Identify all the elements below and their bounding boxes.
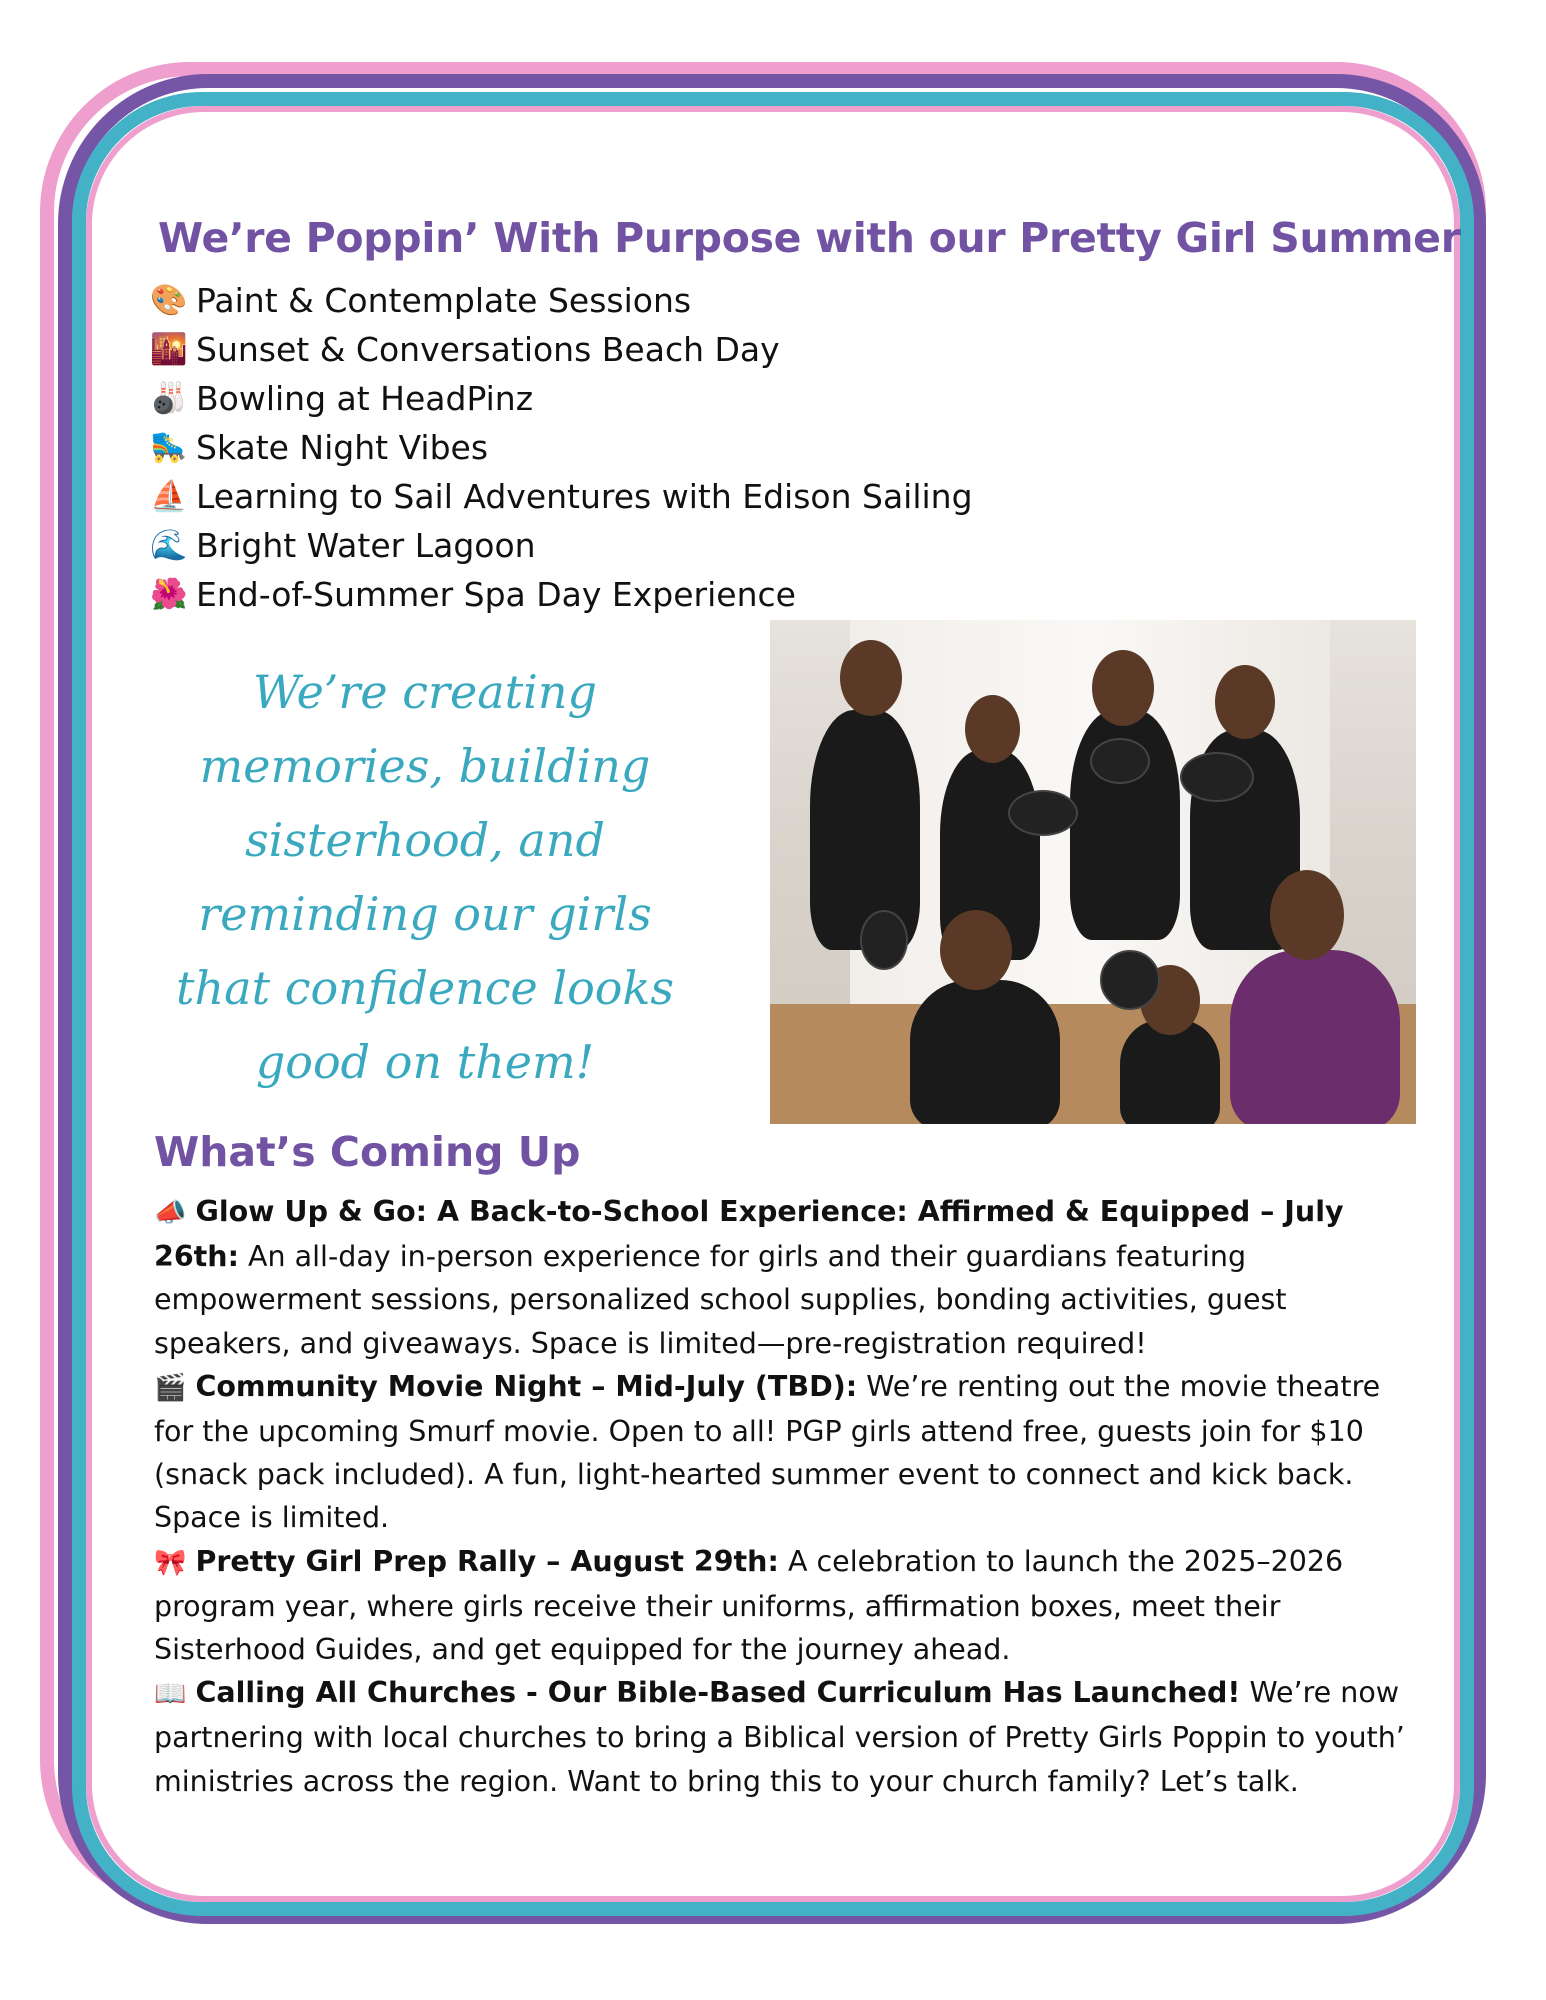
event-item xyxy=(154,1365,1416,1540)
list-item xyxy=(150,570,973,619)
photo-figure xyxy=(810,710,920,950)
photo-prop-sign xyxy=(1090,738,1150,784)
activity-label: Bright Water Lagoon xyxy=(196,526,536,565)
photo-prop-sign xyxy=(1180,752,1254,802)
event-description: A celebration to launch the 2025–2026 program year, where girls receive their uniforms, affirmation boxes, meet their Sisterhood Guides, and get equipped for the journey ahead. xyxy=(154,1544,1344,1667)
event-heading: Calling All Churches - Our Bible-Based Curriculum Has Launched! xyxy=(195,1676,1241,1710)
list-item xyxy=(150,276,973,325)
photo-prop-sign xyxy=(1100,950,1160,1010)
wave-icon: 🌊 xyxy=(150,528,188,563)
photo-figure-head xyxy=(840,640,902,716)
photo-figure-head xyxy=(965,695,1020,763)
sailboat-icon: ⛵ xyxy=(150,479,188,514)
activity-label: Bowling at HeadPinz xyxy=(196,379,534,418)
group-photo xyxy=(770,620,1416,1124)
event-description: An all-day in-person experience for girls and their guardians featuring empowerment sessions, personalized school supplies, bonding activities, guest speakers, and giveaways. Space is limited—pre-registration required! xyxy=(154,1240,1287,1360)
photo-figure xyxy=(1230,950,1400,1124)
photo-figure xyxy=(1120,1020,1220,1124)
script-quote: We’re creating memories, building sisterhood, and reminding our girls that confidence looks good on them! xyxy=(176,665,674,1089)
photo-figure-head xyxy=(940,910,1012,990)
photo-figure-head xyxy=(1215,665,1275,739)
event-heading: Community Movie Night – Mid-July (TBD): xyxy=(195,1369,858,1403)
clapperboard-icon: 🎬 xyxy=(154,1372,187,1403)
hibiscus-icon: 🌺 xyxy=(150,577,188,612)
event-heading: Pretty Girl Prep Rally – August 29th: xyxy=(195,1544,779,1578)
photo-figure xyxy=(910,980,1060,1124)
event-heading: Glow Up & Go: A Back-to-School Experience: Affirmed & Equipped – July 26th: xyxy=(154,1195,1344,1274)
list-item xyxy=(150,325,973,374)
roller-skate-icon: 🛼 xyxy=(150,430,188,465)
event-description: We’re renting out the movie theatre for the upcoming Smurf movie. Open to all! PGP girls attend free, guests join for $10 (snack pack included). A fun, light-hearted summer event to connect and kick back. Space is limited. xyxy=(154,1369,1381,1535)
photo-figure-head xyxy=(1270,870,1344,960)
event-description: We’re now partnering with local churches to bring a Biblical version of Pretty Girls Poppin to youth’ ministries across the region. Want to bring this to your church family? Let’s talk. xyxy=(154,1676,1405,1798)
activity-label: End-of-Summer Spa Day Experience xyxy=(196,575,796,614)
photo-prop-sign xyxy=(860,910,908,970)
sunset-icon: 🌇 xyxy=(150,332,188,367)
photo-prop-sign xyxy=(1008,790,1078,836)
activity-label: Learning to Sail Adventures with Edison Sailing xyxy=(196,477,973,516)
section-title: What’s Coming Up xyxy=(154,1128,581,1176)
megaphone-icon: 📣 xyxy=(154,1198,187,1228)
event-item xyxy=(154,1671,1416,1803)
ribbon-icon: 🎀 xyxy=(154,1547,187,1578)
list-item xyxy=(150,521,973,570)
activity-label: Paint & Contemplate Sessions xyxy=(196,281,692,320)
activity-label: Sunset & Conversations Beach Day xyxy=(196,330,780,369)
event-item xyxy=(154,1190,1416,1365)
activity-label: Skate Night Vibes xyxy=(196,428,489,467)
page-title: We’re Poppin’ With Purpose with our Pretty Girl Summer xyxy=(158,214,1461,262)
photo-figure-head xyxy=(1092,650,1154,726)
palette-icon: 🎨 xyxy=(150,283,188,318)
activities-list xyxy=(150,276,973,619)
event-item xyxy=(154,1540,1416,1672)
open-book-icon: 📖 xyxy=(154,1679,187,1710)
list-item xyxy=(150,374,973,423)
list-item xyxy=(150,423,973,472)
bowling-icon: 🎳 xyxy=(150,381,188,416)
events-list xyxy=(154,1190,1416,1803)
list-item xyxy=(150,472,973,521)
